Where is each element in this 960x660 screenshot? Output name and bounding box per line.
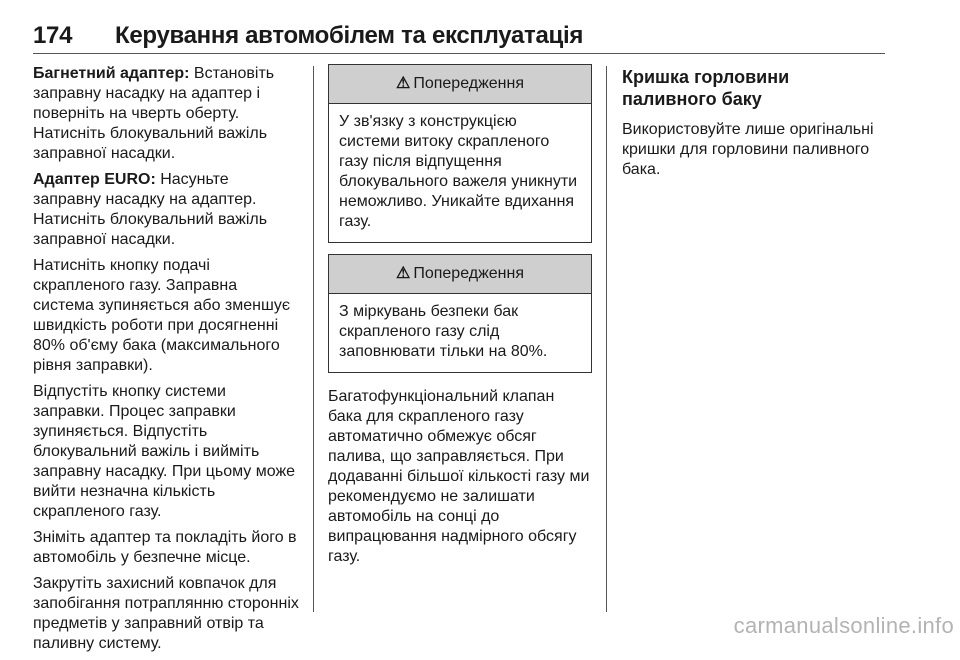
warning-box-2 (328, 254, 592, 373)
warning-text: З міркувань безпеки бак скрапленого газу слід заповнювати тільки на 80%. (339, 303, 548, 360)
chapter-title: Керування автомобілем та експлуатація (115, 22, 584, 49)
paragraph-bayonet-adapter (33, 64, 299, 164)
paragraph-release-button: Відпустіть кнопку системи заправки. Процес заправки зупиняється. Відпустіть блокувальний важіль і вийміть заправну насадку. При цьому може вийти незначна кількість скрапленого газу. (33, 383, 296, 520)
paragraph-text: Встановіть заправну насадку на адаптер і поверніть на чверть оберту. Натисніть блокувальний важіль заправної насадки. (33, 65, 275, 162)
watermark: carmanualsonline.info (733, 613, 954, 638)
warning-triangle-icon: ⚠ (395, 75, 411, 92)
header-rule (33, 53, 885, 54)
paragraph-multifunction-valve: Багатофункціональний клапан бака для скрапленого газу автоматично обмежує обсяг палива, що заправляється. При додаванні більшої кількості газу ми рекомендуємо не залишати автомобіль на сонці до випрацювання надмірного обсягу газу. (328, 388, 590, 565)
section-heading: Кришка горловини паливного баку (622, 67, 790, 109)
column-2 (328, 64, 592, 573)
column-1 (33, 64, 299, 660)
warning-text: У зв'язку з конструкцією системи витоку скрапленого газу після відпущення блокувального важеля уникнути неможливо. Уникайте вдихання газу. (339, 113, 578, 230)
paragraph-fuel-cap: Використовуйте лише оригінальні кришки для горловини паливного бака. (622, 121, 874, 178)
paragraph-text: Насуньте заправну насадку на адаптер. Натисніть блокувальний важіль заправної насадки. (33, 171, 268, 248)
column-3 (622, 64, 884, 186)
warning-title: Попередження (413, 265, 525, 282)
term-bayonet-adapter: Багнетний адаптер: (33, 65, 190, 82)
paragraph-screw-cap: Закрутіть захисний ковпачок для запобігання потраплянню сторонніх предметів у заправний отвір та паливну систему. (33, 575, 299, 652)
paragraph-euro-adapter (33, 170, 299, 250)
page-header (33, 22, 885, 50)
term-euro-adapter: Адаптер EURO: (33, 171, 156, 188)
column-divider-1 (313, 66, 314, 612)
paragraph-press-button: Натисніть кнопку подачі скрапленого газу. Заправна система зупиняється або зменшує швидкість роботи при досягненні 80% об'єму бака (максимального рівня заправки). (33, 257, 290, 374)
warning-header (329, 255, 591, 294)
page-number: 174 (33, 22, 73, 49)
column-divider-2 (606, 66, 607, 612)
paragraph-remove-adapter: Зніміть адаптер та покладіть його в автомобіль у безпечне місце. (33, 529, 297, 566)
warning-header (329, 65, 591, 104)
warning-title: Попередження (413, 75, 525, 92)
warning-triangle-icon: ⚠ (395, 265, 411, 282)
warning-box-1 (328, 64, 592, 243)
